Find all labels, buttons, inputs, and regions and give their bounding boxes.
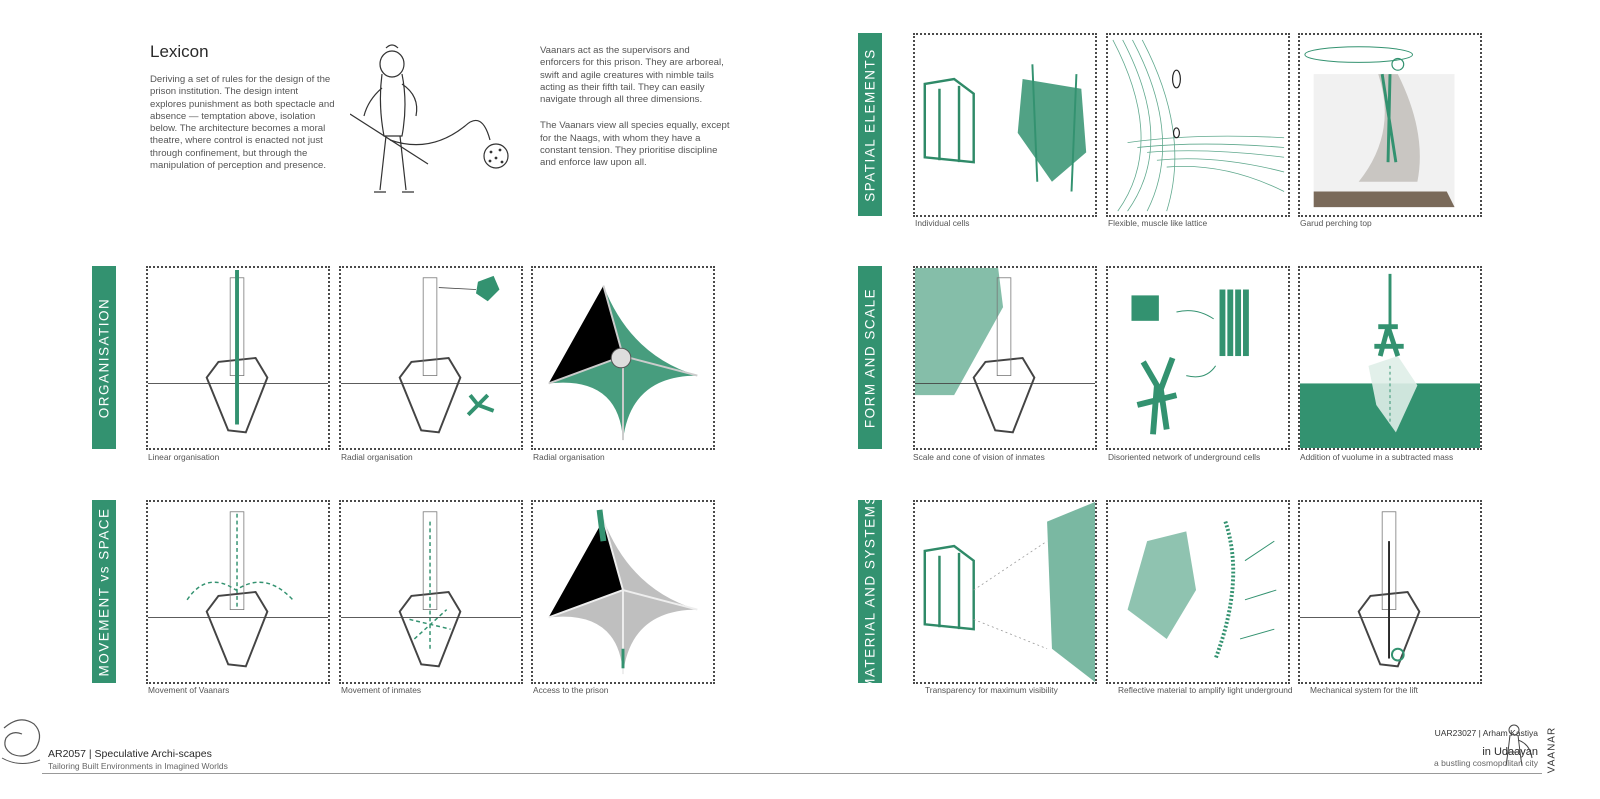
caption-movement-vaanars: Movement of Vaanars xyxy=(148,685,230,695)
caption-transparency: Transparency for maximum visibility xyxy=(925,685,1058,695)
footer-course xyxy=(48,748,228,771)
section-material-and-systems: MATERIAL AND SYSTEMS xyxy=(858,500,882,683)
vaanar-paragraph-2: The Vaanars view all species equally, except for the Naags, with whom they have a constant tension. They prioritise discipline and enforce law upon all. xyxy=(540,120,730,169)
caption-radial-organisation-2: Radial organisation xyxy=(533,452,605,462)
footer-divider xyxy=(42,773,1542,774)
section-form-and-scale: FORM AND SCALE xyxy=(858,266,882,449)
panel-radial-organisation-1 xyxy=(339,266,523,450)
caption-disoriented-network: Disoriented network of underground cells xyxy=(1108,452,1261,462)
course-title: AR2057 | Speculative Archi-scapes xyxy=(48,748,212,760)
panel-movement-inmates xyxy=(339,500,523,684)
panel-movement-vaanars xyxy=(146,500,330,684)
caption-linear-organisation: Linear organisation xyxy=(148,452,220,462)
caption-mechanical-lift: Mechanical system for the lift xyxy=(1310,685,1418,695)
project-place-subtitle: a bustling cosmopolitan city xyxy=(1434,758,1538,768)
caption-garud: Garud perching top xyxy=(1300,218,1372,228)
panel-addition-volume xyxy=(1298,266,1482,450)
brand-vaanar: VAANAR xyxy=(1546,726,1558,774)
caption-radial-organisation-1: Radial organisation xyxy=(341,452,413,462)
caption-movement-inmates: Movement of inmates xyxy=(341,685,422,695)
lexicon-title: Lexicon xyxy=(150,42,209,61)
section-spatial-elements: SPATIAL ELEMENTS xyxy=(858,33,882,216)
vaanar-mini-figure-icon xyxy=(1500,722,1538,770)
panel-access-prison xyxy=(531,500,715,684)
caption-access-prison: Access to the prison xyxy=(533,685,609,695)
panel-linear-organisation xyxy=(146,266,330,450)
panel-individual-cells xyxy=(913,33,1097,217)
vaanar-figure-icon xyxy=(350,44,530,204)
caption-lattice: Flexible, muscle like lattice xyxy=(1108,218,1208,228)
panel-garud xyxy=(1298,33,1482,217)
panel-mechanical-lift xyxy=(1298,500,1482,684)
panel-reflective-material xyxy=(1106,500,1290,684)
panel-scale-cone xyxy=(913,266,1097,450)
section-movement-vs-space: MOVEMENT vs SPACE xyxy=(92,500,116,683)
caption-scale-cone: Scale and cone of vision of inmates xyxy=(913,452,1045,462)
panel-lattice xyxy=(1106,33,1290,217)
student-id: UAR23027 | Arham Kastiya xyxy=(1434,728,1538,738)
panel-disoriented-network xyxy=(1106,266,1290,450)
panel-radial-organisation-2 xyxy=(531,266,715,450)
vaanar-paragraph-1: Vaanars act as the supervisors and enforcers for this prison. They are arboreal, swift and agile creatures with nimble tails acting as their fifth tail. They can easily navigate through all three dimensions. xyxy=(540,45,724,106)
caption-individual-cells: Individual cells xyxy=(915,218,970,228)
caption-reflective-material: Reflective material to amplify light underground xyxy=(1118,685,1293,695)
section-organisation: ORGANISATION xyxy=(92,266,116,449)
swirl-logo-icon xyxy=(0,708,46,768)
lexicon-body: Deriving a set of rules for the design of the prison institution. The design intent explores punishment as both spectacle and absence — temptation above, isolation below. The architecture becomes a moral theatre, where control is enacted not just through confinement, but through the manipulation of perception and presence. xyxy=(150,74,335,172)
panel-transparency xyxy=(913,500,1097,684)
project-place: in Udaayan xyxy=(1482,746,1538,758)
caption-addition-volume: Addition of vuolume in a subtracted mass xyxy=(1300,452,1454,462)
vaanar-description xyxy=(540,45,730,184)
course-subtitle: Tailoring Built Environments in Imagined Worlds xyxy=(48,761,228,771)
